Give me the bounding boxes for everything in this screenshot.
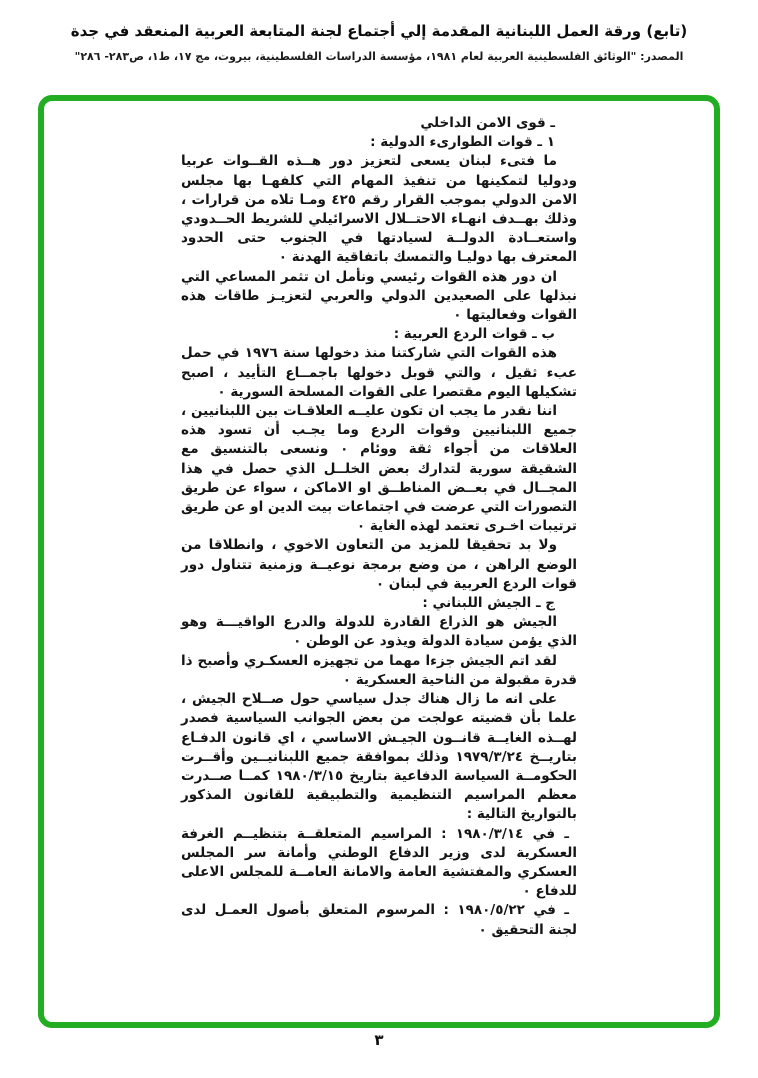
body-paragraph: لقد اتم الجيش جزءا مهما من تجهيزه العسكـري وأصبح ذا قدرة مقبولة من الناحية العسكرية ٠ <box>181 652 577 688</box>
document-source-line: المصدر: "الوثائق الفلسطينية العربية لعام ١٩٨١، مؤسسة الدراسات الفلسطينية، بيروت، مج ١٧، ط١، ص٢٨٣- ٢٨٦" <box>74 50 684 63</box>
body-paragraph: على انه ما زال هناك جدل سياسي حول صــلاح الجيش ، علما بأن قضيته عولجت من بعض الجوانب السياسية فصدر لهــذه الغايــة قانــون الجيـش الاساسي ، اي قانون الدفـاع بتاريــخ ١٩٧٩/٣/٢٤ وذلك بموافقة جميع اللبنانيــين وأقــرت الحكومــة السياسة الدفاعية بتاريخ ١٩٨٠/٣/١٥ كمــا صــدرت معظم المراسيم التنظيمية والتطبيقية للقانون المذكور بالتواريخ التالية : <box>181 691 577 823</box>
body-paragraph: ما فتىء لبنان يسعى لتعزيز دور هــذه القــوات عربيا ودوليا لتمكينها من تنفيذ المهام التي كلفهـا بها مجلس الامن الدولي بموجب القرار رقم ٤٢٥ ومـا تلاه من قرارات ، وذلك بهــدف انهـاء الاحتــلال الاسرائيلي للشريط الحــدودي واستعــادة الدولــة لسيادتها في الجنوب حتى الحدود المعترف بها دوليـا والتمسك باتفاقية الهدنة ٠ <box>181 153 578 266</box>
body-text-column <box>181 114 577 940</box>
document-title: (تابع) ورقة العمل اللبنانية المقدمة إلي أجتماع لجنة المتابعة العربية المنعقد في جدة <box>70 22 688 40</box>
section-heading: ١ ـ قوات الطوارىء الدولية : <box>370 134 555 151</box>
section-heading: ب ـ قوات الردع العربية : <box>393 326 555 343</box>
content-border-box <box>38 95 720 1028</box>
decree-list-item: ـ في ١٩٨٠/٣/١٤ : المراسيم المتعلقــة بتنظيــم الغرفة العسكرية لدى وزير الدفاع الوطني وأمانة سر المجلس العسكري والمفتشية العامة والامانة العامــة للمجلس الاعلى للدفاع ٠ <box>181 825 577 900</box>
body-paragraph: ان دور هذه القوات رئيسي ونأمل ان تثمر المساعي التي نبذلها على الصعيدين الدولي والعربي لتعزيـز طاقات هذه القوات وفعاليتها ٠ <box>181 268 577 324</box>
body-paragraph: هذه القوات التي شاركتنا منذ دخولها سنة ١٩٧٦ في حمل عبء ثقيل ، والتي قوبل دخولها باجمــاع التأييد ، اصبح تشكيلها اليوم مقتصرا على القوات المسلحة السورية ٠ <box>181 345 577 400</box>
body-paragraph: ولا بد تحقيقا للمزيد من التعاون الاخوي ، وانطلاقا من الوضع الراهن ، من وضع برمجة نوعيــة وزمنية تتناول دور قوات الردع العربية في لبنان ٠ <box>181 537 577 592</box>
section-heading: ـ قوى الامن الداخلي <box>420 115 555 131</box>
body-paragraph: اننا نقدر ما يجب ان تكون عليــه العلاقـات بين اللبنانيين ، جميع اللبنانيين وقوات الردع وما يجـب أن تسود هذه العلاقات من أجواء ثقة ووئام ٠ ونسعى بالتنسيق مع الشقيقة سورية لتدارك بعض الخلــل الذي حصل في هذا المجــال في بعــض المناطــق او الاماكن ، سواء عن طريق التصورات التي عرضت في اجتماعات بيت الدين او عن طريق ترتيبات اخـرى تعتمد لهذه الغاية ٠ <box>181 403 577 535</box>
decree-list-item: ـ في ١٩٨٠/٥/٢٢ : المرسوم المتعلق بأصول العمـل لدى لجنة التحقيق ٠ <box>181 902 577 938</box>
body-paragraph: الجيش هو الذراع القادرة للدولة والدرع الواقيـــة وهو الذي يؤمن سيادة الدولة ويذود عن الوطن ٠ <box>181 614 577 650</box>
section-heading: ج ـ الجيش اللبناني : <box>422 595 555 612</box>
document-footer <box>0 1030 758 1049</box>
page-number: ٣ <box>374 1031 384 1049</box>
document-header <box>0 22 758 63</box>
